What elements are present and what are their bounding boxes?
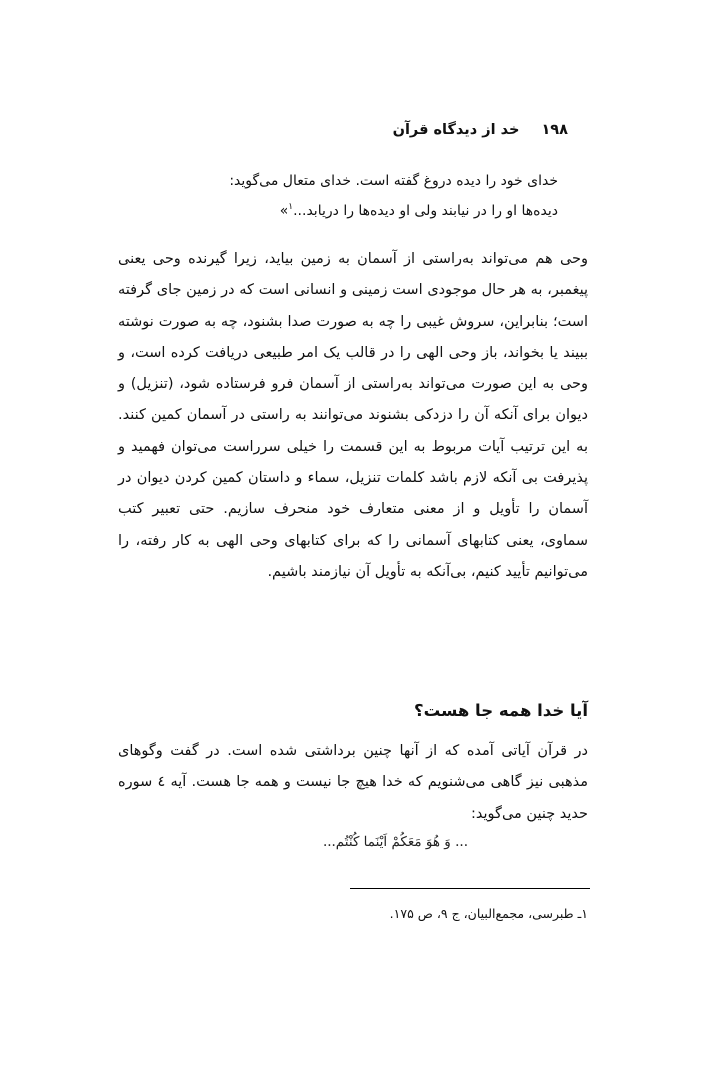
footnote-marker: ۱ [288,202,294,212]
section-paragraph: در قرآن آیاتی آمده که از آنها چنین برداشتی شده است. در گفت وگوهای مذهبی نیز گاهی می‌شنویم که خدا هیچ جا نیست و همه جا هست. آیه ٤ سوره حدید چنین می‌گوید: [118,743,588,822]
section-paragraph-block [118,736,588,830]
quote-line: دیده‌ها او را در نیابند ولی او دیده‌ها را دریابد...$^۱$» [279,202,558,219]
body-paragraph-block [118,244,588,588]
quote-block [126,166,558,226]
quote-line: خدای خود را دیده دروغ گفته است. خدای متعال می‌گوید: [229,173,558,189]
page-number: ۱۹۸ [541,122,568,138]
running-title: خد از دیدگاه قرآن [392,122,520,138]
body-paragraph: وحی هم می‌تواند به‌راستی از آسمان به زمین بیاید، زیرا گیرنده وحی یعنی پیغمبر، به هر حال موجودی است زمینی و انسانی است که در زمین جای گرفته است؛ بنابراین، سروش غیبی را چه به صورت صدا بشنود، چه به صورت نوشته ببیند یا بخواند، باز وحی الهی را در قالب یک امر طبیعی دریافت کرده است، و وحی به این صورت می‌تواند به‌راستی از آسمان فرو فرستاده شود، (تنزیل) و دیوان برای آنکه آن را دزدکی بشنوند می‌توانند به راستی در آسمان کمین کنند. به این ترتیب آیات مربوط به این قسمت را خیلی سرراست می‌توان فهمید و پذیرفت بی آنکه لازم باشد کلمات تنزیل، سماء و داستان کمین کردن دیوان در آسمان را تأویل و از معنی متعارف خود منحرف سازیم. حتی تعبیر کتب سماوی، یعنی کتابهای آسمانی را که برای کتابهای وحی الهی به کار رفته، را می‌توانیم تأیید کنیم، بی‌آنکه به تأویل آن نیازمند باشیم. [118,251,588,580]
running-header [128,122,568,138]
footnote: ۱ـ طبرسی، مجمع‌البیان، ج ۹، ص ۱۷۵. [389,906,588,921]
footnote-divider [350,888,590,889]
section-heading: آیا خدا همه جا هست؟ [414,701,588,720]
quote-line-text: دیده‌ها او را در نیابند ولی او دیده‌ها را دریابد... [293,203,558,219]
quran-verse: ... وَ هُوَ مَعَكُمْ اَيْنَما كُنْتُم... [322,834,468,850]
